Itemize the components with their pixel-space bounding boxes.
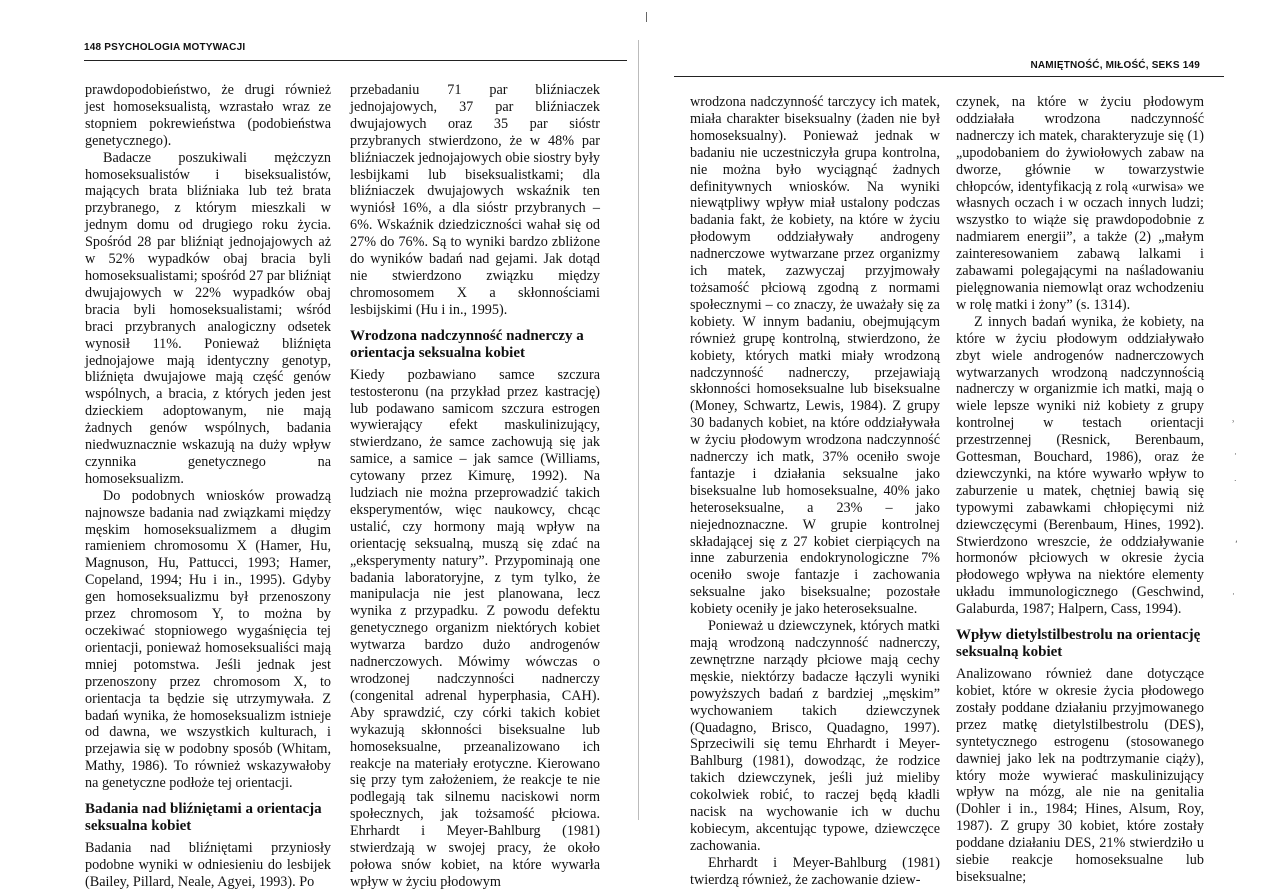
right-column-2 bbox=[956, 94, 1204, 886]
paragraph: Ehrhardt i Meyer-Bahlburg (1981) twierdzą również, że zachowanie dziew- bbox=[690, 854, 940, 888]
paragraph: wrodzona nadczynność tarczycy ich matek, miała charakter biseksualny (żaden nie był homoseksualny). Ponieważ jednak w badaniu nie uczestniczyła grupa kontrolna, nie można było wyciągnąć żadnych definitywnych wniosków. Na wyniki niewątpliwy wpływ miał ustalony podczas badania fakt, że kobiety, na które w życiu płodowym oddziaływały androgeny nadnerczowe wytwarzane przez organizmy ich matek, zazwyczaj przyjmowały tożsamość płciową zgodną z normami społecznymi – co znaczy, że uważały się za kobiety. W innym badaniu, obejmującym również grupę kontrolną, stwierdzono, że kobiety, których matki miały wrodzoną nadczynność nadnerczy, przejawiają skłonności homoseksualne lub biseksualne (Money, Schwartz, Lewis, 1984). Z grupy 30 badanych kobiet, na które oddziaływała w życiu płodowym wrodzona nadczynność nadnerczy ich matk, 37% oceniło swoje fantazje i działania seksualne jako biseksualne lub homoseksualne, 40% jako heteroseksualne, a 23% – jako niejednoznaczne. W grupie kontrolnej składającej się z 27 kobiet cierpiących na inne zaburzenia endokrynologiczne 7% oceniło swoje fantazje i zachowania seksualne jako biseksualne; pozostałe kobiety oceniły je jako heteroseksualne. bbox=[690, 94, 940, 618]
paragraph: prawdopodobieństwo, że drugi również jest homoseksualistą, wzrastało wraz ze stopniem pokrewieństwa (podobieństwa genetycznego). bbox=[85, 82, 331, 149]
right-running-header: NAMIĘTNOŚĆ, MIŁOŚĆ, SEKS 149 bbox=[1030, 60, 1200, 71]
paragraph: Z innych badań wynika, że kobiety, na które w życiu płodowym oddziaływało zbyt wiele androgenów nadnerczowych wytwarzanych wrodzoną nadczynnością nadnerczy w organizmie ich matki, mają o wiele lepsze wyniki niż kobiety z grupy kontrolnej w testach orientacji przestrzennej (Resnick, Berenbaum, Gottesman, Bouchard, 1986), oraz że dziewczynki, na które wywarło wpływ to zaburzenie u matek, chętniej bawią się typowymi zabawkami chłopięcymi niż dziewczęcymi (Berenbaum, Hines, 1992). Stwierdzono wreszcie, że oddziaływanie hormonów płciowych w okresie życia płodowego wpływa na niektóre elementy układu immunologicznego (Geschwind, Galaburda, 1987; Halpern, Cass, 1994). bbox=[956, 313, 1204, 618]
left-column-2 bbox=[350, 82, 600, 891]
paragraph: czynek, na które w życiu płodowym oddziałała wrodzona nadczynność nadnerczy ich matek, charakteryzuje się (1) „upodobaniem do żywiołowych zabaw na dworze, głównie w towarzystwie chłopców, identyfikacją z rolą «urwisa» we własnych oczach i w oczach innych ludzi; wszystko to wiąże się prawdopodobnie z nadmiarem energii”, a także (2) „małym zainteresowaniem zabawą lalkami i zabawami polegającymi na naśladowaniu pielęgnowania niemowląt oraz wchodzeniu w rolę matki i żony” (s. 1314). bbox=[956, 94, 1204, 313]
paragraph: Kiedy pozbawiano samce szczura testosteronu (na przykład przez kastrację) lub podawano samicom szczura estrogen wywierający efekt maskulinizujący, stwierdzano, że samce zachowują się jak samice, a samice – jak samce (Williams, cytowany przez Kimurę, 1992). Na ludziach nie można przeprowadzić takich eksperymentów, więc naukowcy, chcąc ustalić, czy hormony mają wpływ na orientację seksualną, muszą się zdać na „eksperymenty natury”. Przypominają one badania laboratoryjne, z tym tylko, że manipulacja nie jest planowana, lecz wynika z przypadku. Z powodu defektu genetycznego organizm niektórych kobiet wytwarza bardzo dużo androgenów nadnerczowych. Mówimy wówczas o wrodzonej nadczynności nadnerczy (congenital adrenal hyperphasia, CAH). Aby sprawdzić, czy córki takich kobiet wykazują skłonności biseksualne lub homoseksualne, przeanalizowano ich reakcje na materiały erotyczne. Kierowano się przy tym założeniem, że reakcje te nie podlegają tak silnemu naciskowi norm społecznych, jak tożsamość płciowa. Ehrhardt i Meyer-Bahlburg (1981) stwierdzają w swojej pracy, że około połowa snów kobiet, na które wywarła wpływ w życiu płodowym bbox=[350, 366, 600, 890]
paragraph: przebadaniu 71 par bliźniaczek jednojajowych, 37 par bliźniaczek dwujajowych oraz 35 par sióstr przybranych stwierdzono, że w 48% par bliźniaczek jednojajowych obie siostry były lesbijkami lub biseksualistkami; dla bliźniaczek dwujajowych wskaźnik ten wyniósł 16%, a dla sióstr przybranych – 6%. Wskaźnik dziedziczności wahał się od 27% do 76%. Są to wyniki bardzo zbliżone do wyników badań nad gejami. Jak dotąd nie stwierdzono związku między chromosomem X a skłonnościami lesbijskimi (Hu i in., 1995). bbox=[350, 82, 600, 318]
gutter-mark bbox=[646, 12, 647, 22]
paragraph: Do podobnych wniosków prowadzą najnowsze badania nad związkami między męskim homoseksualizmem a długim ramieniem chromosomu X (Hamer, Hu, Magnuson, Hu, Pattucci, 1993; Hamer, Copeland, 1994; Hu i in., 1995). Gdyby gen homoseksualizmu był przenoszony przez chromosom Y, to można by oczekiwać stopniowego wygaśnięcia tej orientacji, ponieważ homoseksualiści mają mniej potomstwa. Jeśli jednak jest przenoszony przez chromosom X, to orientacja ta będzie się utrzymywała. Z badań wynika, że homoseksualizm istnieje od dawna, we wszystkich kulturach, i przejawia się w podobny sposób (Whitam, Mathy, 1986). To również wskazywałoby na genetyczne podłoże tej orientacji. bbox=[85, 487, 331, 792]
right-header-rule bbox=[674, 76, 1224, 77]
left-running-header: 148 PSYCHOLOGIA MOTYWACJI bbox=[84, 42, 246, 53]
paragraph: Analizowano również dane dotyczące kobiet, które w okresie życia płodowego zostały poddane działaniu przyjmowanego przez matkę dietylstilbestrolu (DES), syntetycznego estrogenu (stosowanego dawniej jako lek na podtrzymanie ciąży), który może wywierać maskulinizujący wpływ na mózg, ale nie na genitalia (Dohler i in., 1984; Hines, Alsum, Roy, 1987). Z grupy 30 kobiet, które zostały poddane działaniu DES, 21% stwierdziło u siebie reakcje homoseksualne lub biseksualne; bbox=[956, 666, 1204, 885]
paragraph: Badacze poszukiwali mężczyzn homoseksualistów i biseksualistów, mających brata bliźniaka lub też brata przybranego, z którym mieszkali w jednym domu od drugiego roku życia. Spośród 28 par bliźniąt jednojajowych aż w 52% wypadków obaj bracia byli homoseksualistami; spośród 27 par bliźniąt dwujajowych w 22% wypadków obaj bracia byli homoseksualistami; wśród braci przybranych analogiczny odsetek wynosił 11%. Ponieważ bliźnięta jednojajowe mają identyczny genotyp, bliźnięta dwujajowe mają część genów wspólnych, a bracia, z których jeden jest dzieckiem adoptowanym, nie mają żadnych genów wspólnych, badania niedwuznacznie wskazują na duży wpływ czynnika genetycznego na homoseksualizm. bbox=[85, 149, 331, 487]
right-page bbox=[648, 0, 1262, 894]
left-column-1 bbox=[85, 82, 331, 891]
section-heading: Wpływ dietylstilbestrolu na orientację seksualną kobiet bbox=[956, 627, 1201, 661]
left-page bbox=[0, 0, 630, 894]
paragraph: Ponieważ u dziewczynek, których matki mają wrodzoną nadczynność nadnerczy, zewnętrzne narządy płciowe mają cechy męskie, niektórzy badacze łączyli wyniki powyższych badań z bardziej „męskim” wychowaniem takich dziewczynek (Quadagno, Brisco, Quadagno, 1997). Sprzeciwili się temu Ehrhardt i Meyer-Bahlburg (1981), dowodząc, że rodzice takich dziewczynek, jeśli już mieliby cokolwiek robić, to raczej będą kładli nacisk na wychowanie ich w duchu kobiecym, akcentując typowe, dziewczęce zachowania. bbox=[690, 618, 940, 854]
margin-specks: ʾ · ˙ ‘ · bbox=[1232, 420, 1238, 600]
left-header-rule bbox=[84, 60, 627, 61]
paragraph: Badania nad bliźniętami przyniosły podobne wyniki w odniesieniu do lesbijek (Bailey, Pillard, Neale, Agyei, 1993). Po bbox=[85, 840, 331, 890]
section-heading: Wrodzona nadczynność nadnerczy a orientacja seksualna kobiet bbox=[350, 327, 584, 361]
section-heading: Badania nad bliźniętami a orientacja seksualna kobiet bbox=[85, 801, 322, 835]
book-gutter bbox=[638, 40, 639, 820]
right-column-1 bbox=[690, 94, 940, 889]
